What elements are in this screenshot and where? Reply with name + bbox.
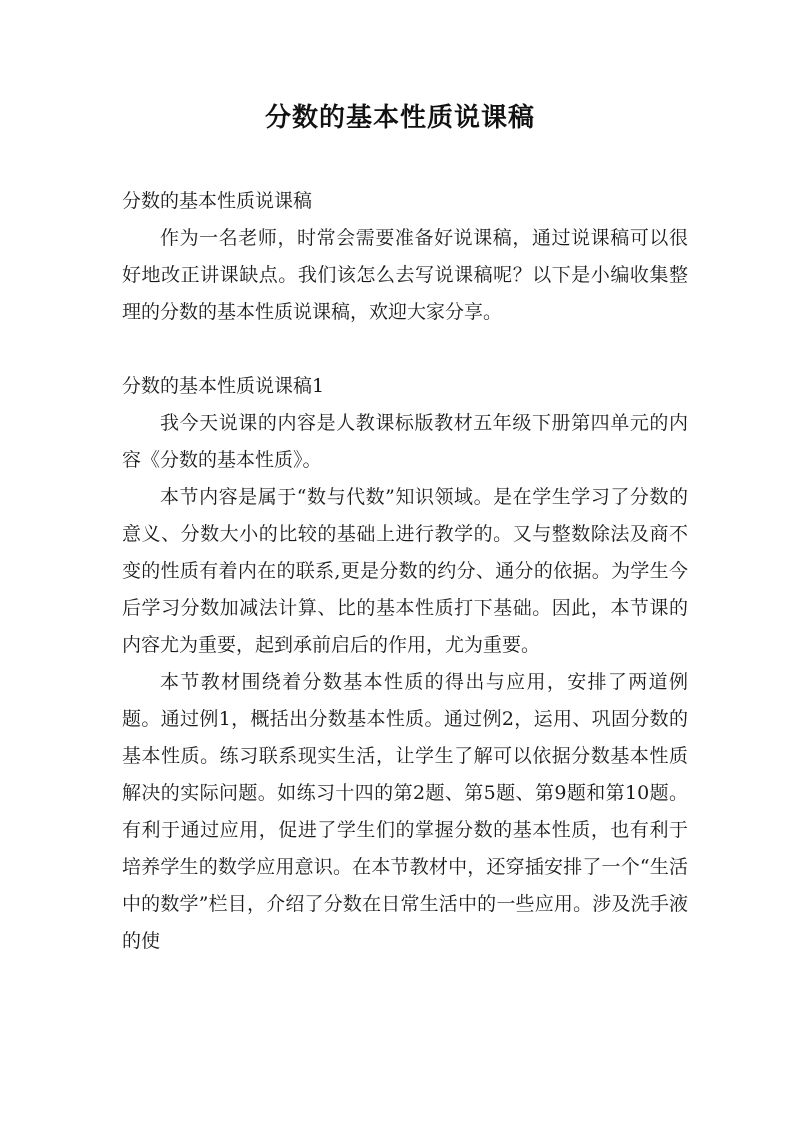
section-1-paragraph-3: 本节教材围绕着分数基本性质的得出与应用，安排了两道例题。通过例1，概括出分数基本性质。通过例2，运用、巩固分数的基本性质。练习联系现实生活，让学生了解可以依据分数基本性质解决的实际问题。如练习十四的第2题、第5题、第9题和第10题。有利于通过应用，促进了学生们的掌握分数的基本性质，也有利于培养学生的数学应用意识。在本节教材中，还穿插安排了一个“生活中的数学”栏目，介绍了分数在日常生活中的一些应用。涉及洗手液的使 — [122, 671, 688, 952]
document-title: 分数的基本性质说课稿 — [264, 103, 535, 133]
document-body — [122, 183, 688, 960]
section-1-paragraph-2: 本节内容是属于“数与代数”知识领域。是在学生学习了分数的意义、分数大小的比较的基础上进行教学的。又与整数除法及商不变的性质有着内在的联系,更是分数的约分、通分的依据。为学生今后学习分数加减法计算、比的基本性质打下基础。因此，本节课的内容尤为重要，起到承前启后的作用，尤为重要。 — [122, 486, 688, 656]
paragraph-spacer — [122, 331, 688, 368]
section-1-heading: 分数的基本性质说课稿1 — [122, 375, 325, 397]
section-1-paragraph-1: 我今天说课的内容是人教课标版教材五年级下册第四单元的内容《分数的基本性质》。 — [122, 412, 688, 471]
intro-heading: 分数的基本性质说课稿 — [122, 190, 313, 212]
intro-paragraph: 作为一名老师，时常会需要准备好说课稿，通过说课稿可以很好地改正讲课缺点。我们该怎么去写说课稿呢？以下是小编收集整理的分数的基本性质说课稿，欢迎大家分享。 — [122, 227, 688, 323]
